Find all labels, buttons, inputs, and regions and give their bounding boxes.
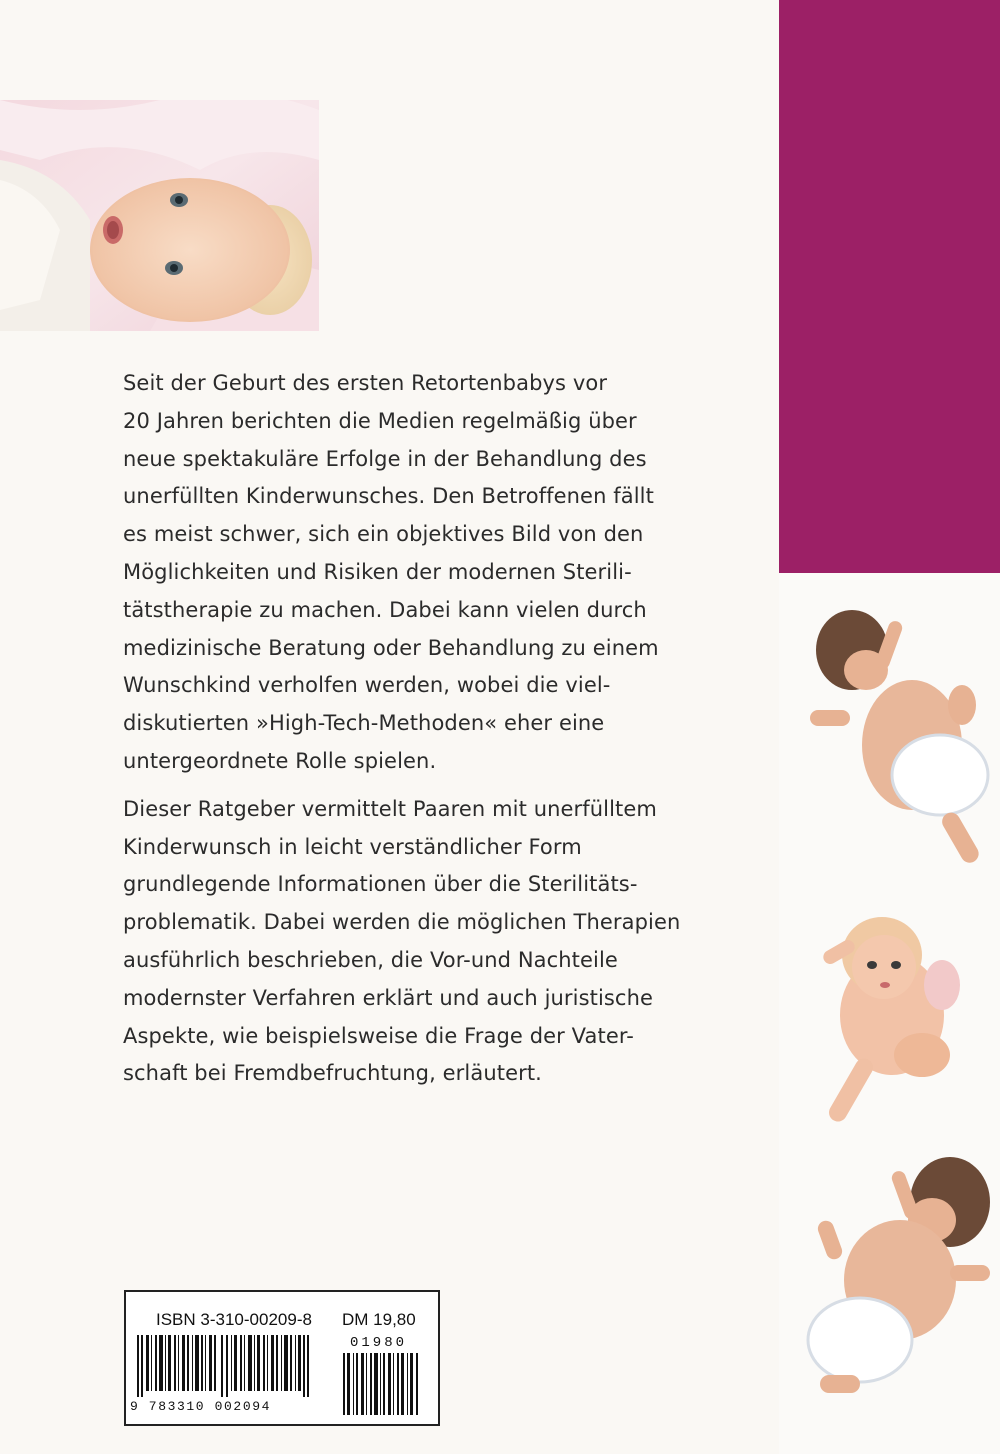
text-line: Dieser Ratgeber vermittelt Paaren mit unerfülltem	[123, 796, 657, 821]
text-line: Seit der Geburt des ersten Retortenbabys vor	[123, 371, 608, 395]
price-addon-barcode-icon	[343, 1353, 423, 1415]
price-code-digits: 01980	[350, 1335, 408, 1351]
text-line: unerfüllten Kinderwunsches. Den Betroffenen fällt	[123, 484, 654, 509]
text-line: ausführlich beschrieben, die Vor-und Nachteile	[123, 947, 618, 972]
price-label: DM 19,80	[342, 1310, 416, 1329]
text-line: Wunschkind verholfen werden, wobei die viel-	[123, 673, 611, 698]
crawling-baby-photo-3	[800, 1150, 1000, 1410]
text-line: es meist schwer, sich ein objektives Bild von den	[123, 522, 644, 547]
crawling-baby-photo-1	[800, 600, 1000, 870]
text-line: grundlegende Informationen über die Sterilitäts-	[123, 872, 638, 897]
text-line: Kinderwunsch in leicht verständlicher Form	[123, 834, 582, 859]
baby-lying-on-blanket-photo	[0, 100, 319, 331]
blurb-paragraph-1	[123, 365, 683, 781]
text-line: diskutierten »High-Tech-Methoden« eher eine	[123, 711, 605, 736]
blurb-paragraph-2	[123, 791, 683, 1093]
text-line: tätstherapie zu machen. Dabei kann vielen durch	[123, 597, 647, 622]
text-line: problematik. Dabei werden die möglichen Therapien	[123, 910, 681, 935]
crawling-baby-photo-2	[812, 905, 972, 1135]
text-line: Möglichkeiten und Risiken der modernen Sterili-	[123, 559, 632, 584]
text-line: untergeordnete Rolle spielen.	[123, 748, 437, 773]
ean-barcode-icon	[137, 1335, 337, 1397]
isbn-label: ISBN 3-310-00209-8	[156, 1310, 312, 1329]
text-line: neue spektakuläre Erfolge in der Behandlung des	[123, 446, 647, 471]
ean-digits: 9 783310 002094	[130, 1399, 272, 1414]
text-line: 20 Jahren berichten die Medien regelmäßig über	[123, 408, 637, 433]
text-line: modernster Verfahren erklärt und auch juristische	[123, 985, 654, 1010]
text-line: schaft bei Fremdbefruchtung, erläutert.	[123, 1061, 542, 1086]
text-line: medizinische Beratung oder Behandlung zu einem	[123, 635, 659, 660]
magenta-color-band	[779, 0, 1000, 573]
back-cover-blurb	[123, 365, 683, 1103]
text-line: Aspekte, wie beispielsweise die Frage der Vater-	[123, 1023, 634, 1048]
